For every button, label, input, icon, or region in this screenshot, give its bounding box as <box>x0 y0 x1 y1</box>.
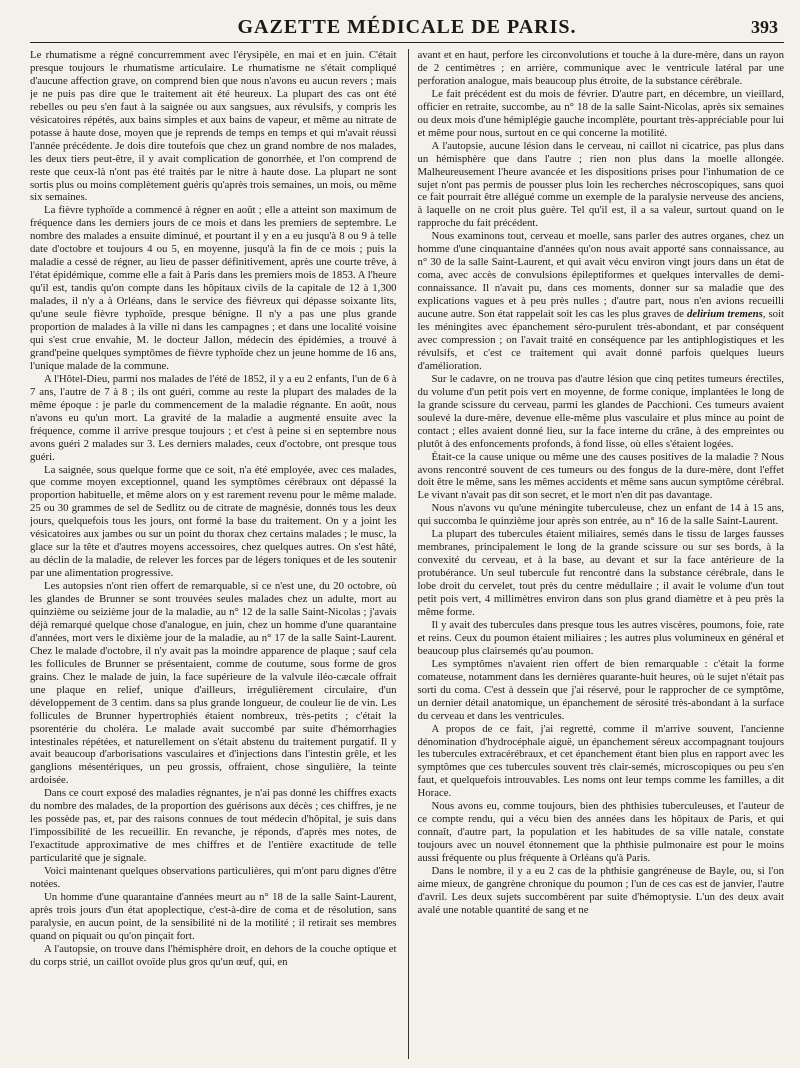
italic-term: delirium tremens <box>686 308 763 321</box>
paragraph: Le fait précédent est du mois de février. D'autre part, en décembre, un vieillard, officier en retraite, succombe, au n° 18 de la salle Saint-Nicolas, après six semaines ou deux mois d'une hémiplégie gauche incomplète, pourtant très-appréciable pour lui et même pour nous, surtout en ce qui concerne la motilité. <box>417 87 784 139</box>
paragraph: A l'Hôtel-Dieu, parmi nos malades de l'été de 1852, il y a eu 2 enfants, l'un de 6 à 7 ans, l'autre de 7 à 8 ; ils ont guéri, comme au reste la plupart des malades de la même époque : je parle du commencement de la maladie régnante. En août, nous n'avons eu qu'un mort. La gravité de la maladie a augmenté ensuite avec la fréquence, comme il arrive presque toujours ; et c'est à peine si en septembre nous avons guéri 2 malades sur 3. Les derniers malades, ceux d'octobre, ont presque tous guéri. <box>30 372 397 463</box>
paragraph: Nous avons eu, comme toujours, bien des phthisies tuberculeuses, et l'auteur de ce compte rendu, qui a vécu bien des années dans les hôpitaux de Paris, et qui connaît, d'autre part, la population et les habitudes de sa ville natale, constate toujours avec un nouvel étonnement que la phthisie pulmonaire est pour le moins aussi fréquente ou plus fréquente à Orléans qu'à Paris. <box>417 800 784 865</box>
paragraph: Sur le cadavre, on ne trouva pas d'autre lésion que cinq petites tumeurs érectiles, du volume d'un petit pois vert en moyenne, de forme conique, implantées le long de la grande scissure du cerveau, parmi les glandes de Pacchioni. Ces tumeurs avaient soulevé la dure-mère, devenue elle-même plus vasculaire et plus mince au point de contact ; elles avaient donné lieu, sur la face interne du crâne, à des empreintes ou plutôt à des enfoncements profonds, à fond lisse, où elles s'étaient logées. <box>417 372 784 450</box>
paragraph: Le rhumatisme a régné concurremment avec l'érysipèle, en mai et en juin. C'était presque toujours le rhumatisme articulaire. Le rhumatisme ne s'était compliqué d'aucune affection grave, on comprend bien que nous n'avons eu aucun revers ; mais je ne puis pas dire que le traitement ait été heureux. La plupart des cas ont été rebelles ou peu s'en faut à la saignée ou aux sangsues, aux révulsifs, y compris les vésicatoires répétés, aux bains simples et aux bains de vapeur, et même au nitrate de potasse à haute dose, moyen que je reprends de temps en temps et qui m'avait réussi l'année précédente. Je dois dire toutefois que chez un grand nombre de nos malades, les deux tiers peut-être, il y avait complication de gonorrhée, et l'on comprend de reste que ceux-là n'ont pas été traités par le nitre à haute dose. La plupart ne sont sortis plus ou moins complètement guéris qu'après trois semaines, un mois, ou même six semaines. <box>30 49 397 204</box>
page-number: 393 <box>751 17 778 37</box>
paragraph: avant et en haut, perfore les circonvolutions et touche à la dure-mère, dans un rayon de 2 centimètres ; en arrière, communique avec le ventricule latéral par une perforation analogue, mais beaucoup plus étroite, de la substance cérébrale. <box>417 49 784 87</box>
left-column <box>30 49 397 1059</box>
paragraph: La plupart des tubercules étaient miliaires, semés dans le tissu de larges fausses membranes, principalement le long de la grande scissure ou sur ses bords, à la convexité du cerveau, et à la base, au devant et sur la face antérieure de la protubérance. Un seul tubercule fut rencontré dans la substance cérébrale, dans le lobe droit du cervelet, tout près du centre médullaire ; il avait le volume d'un tout petit pois vert, 4 millimètres environ dans son plus grand diamètre et à peu près la même forme. <box>417 528 784 618</box>
two-column-body <box>30 49 784 1059</box>
journal-title: GAZETTE MÉDICALE DE PARIS. <box>237 16 577 38</box>
running-header <box>30 14 784 43</box>
column-rule <box>408 49 409 1059</box>
paragraph: Était-ce la cause unique ou même une des causes positives de la maladie ? Nous avons rencontré souvent de ces tumeurs ou des fongus de la dure-mère, dont l'effet doit être le même, sans les mêmes accidents et même sans aucun symptôme cérébral. Le vivant n'avait pas dit son secret, et le mort n'en dit pas davantage. <box>417 450 784 502</box>
paragraph: Nous examinons tout, cerveau et moelle, sans parler des autres organes, chez un homme d'une cinquantaine d'années qu'on nous avait apporté sans connaissance, au n° 30 de la salle Saint-Laurent, et qui avait vécu environ vingt jours dans un état de coma, avec accès de convulsions épileptiformes et quelques intervalles de demi-connaissance. Il n'avait pu, dans ces moments, donner sur sa maladie que des explications vagues et à peu près nulles ; d'autre part, nous n'en avions recueilli aucune autre. Son état rappelait soit les cas les plus graves de delirium tremens, soit les méningites avec épanchement séro-purulent très-abondant, et par conséquent avec compression ; on l'avait traité en conséquence par les antiphlogistiques et les révulsifs, et c'est ce traitement qui avait donné parfois quelques lueurs d'amélioration. <box>417 230 784 372</box>
paragraph: A l'autopsie, on trouve dans l'hémisphère droit, en dehors de la couche optique et du corps strié, un caillot ovoïde plus gros qu'un œuf, qui, en <box>30 942 397 968</box>
paragraph: La saignée, sous quelque forme que ce soit, n'a été employée, avec ces malades, que comme moyen exceptionnel, quand les symptômes cérébraux ont dépassé la proportion habituelle, et même alors on y est rarement revenu pour le même malade. 25 ou 30 grammes de sel de Sedlitz ou de citrate de magnésie, donnés tous les deux jours, quelquefois tous les jours, ont formé la base du traitement. On y a joint les vésicatoires aux jambes ou sur un point du thorax chez certains malades ; le musc, la glace sur la tête et d'autres moyens accessoires, chez quelques autres. On s'est hâté, au déclin de la maladie, de relever les forces par de légers toniques et de les soutenir par une alimentation progressive. <box>30 463 397 580</box>
paragraph: A l'autopsie, aucune lésion dans le cerveau, ni caillot ni cicatrice, pas plus dans un hémisphère que dans l'autre ; rien non plus dans la moelle allongée. Malheureusement l'heure avancée et les dispositions prises pour l'inhumation de ce sujet n'ont pas permis de pousser plus loin les recherches nécroscopiques, sans quoi ce fait pourrait être allégué comme un exemple de la paralysie nerveuse des anciens, à laquelle on ne croit plus guère. Tel qu'il est, il a sa valeur, surtout quand on le rapproche du fait précédent. <box>417 139 784 230</box>
paragraph: Voici maintenant quelques observations particulières, qui m'ont paru dignes d'être notées. <box>30 865 397 890</box>
paragraph: Les autopsies n'ont rien offert de remarquable, si ce n'est une, du 20 octobre, où les glandes de Brunner se sont trouvées seules malades chez un adulte, mort au quinzième ou seizième jour de la maladie, au n° 12 de la salle Saint-Nicolas ; j'avais déjà remarqué quelque chose d'analogue, en juin, chez un homme d'une quarantaine d'années, mort vers le dixième jour de la maladie, au n° 17 de la salle Saint-Laurent. Chez le malade d'octobre, il n'y avait pas la moindre apparence de plaque ; sauf cela les follicules de Brunner se présentaient, comme de coutume, sous forme de gros grains. Chez le malade de juin, la face supérieure de la valvule iléo-cæcale offrait une plaque en relief, unique d'ailleurs, irrégulièrement circulaire, d'un développement de 3 centim. dans sa plus grande longueur, de couleur lie de vin. Les follicules de Brunner hypertrophiés étaient nombreux, très-petits ; c'était la psorentérie du choléra. Le malade avait succombé par suite d'hémorrhagies intestinales répétées, et naturellement on s'était abstenu du traitement purgatif. Il y avait beaucoup d'arborisations vasculaires et d'injections dans l'intestin grêle, et les ganglions mésentériques, un peu grossis, offraient, chose singulière, la teinte ardoisée. <box>30 580 397 787</box>
paragraph: Les symptômes n'avaient rien offert de bien remarquable : c'était la forme comateuse, notamment dans les dernières quarante-huit heures, où le sujet n'était pas sorti du coma. C'est à dessein que j'ai réservé, pour le rapprocher de ce symptôme, un dernier détail anatomique, un épanchement de sérosité très-abondant à la surface du cerveau et dans les ventricules. <box>417 657 784 722</box>
paragraph: Dans ce court exposé des maladies régnantes, je n'ai pas donné les chiffres exacts du nombre des malades, de la proportion des guérisons aux décès ; ces chiffres, je ne les possède pas, et, par des raisons connues de tout médecin d'hôpital, je suis dans l'impossibilité de les recueillir. En revanche, je réponds, d'après mes notes, de l'exactitude approximative de mes chiffres et de l'entière exactitude de telle particularité que je signale. <box>30 787 397 865</box>
paragraph: La fièvre typhoïde a commencé à régner en août ; elle a atteint son maximum de fréquence dans les derniers jours de ce mois et dans les premiers de septembre. Le nombre des malades a ensuite diminué, et pourtant il y en a eu jusqu'à 8 ou 9 à telle date d'octobre et toujours 4 ou 5, en moyenne, jusqu'à la fin de ce mois ; puis la maladie a cessé de régner, au lieu de passer définitivement, après une courte trêve, à l'état épidémique, comme elle a fait à Paris dans les premiers mois de 1853. A l'heure qu'il est, tandis qu'on compte dans les hôpitaux civils de la capitale de 12 à 1,300 malades, il n'y a à Orléans, dans le service des fiévreux qui dépasse soixante lits, qu'une seule fièvre typhoïde, presque bénigne. Il n'y a pas une plus grande proportion de malades à la ville ni dans les campagnes ; et dans une localité voisine qui s'est crue envahie, M. le docteur Jallon, médecin des épidémies, a trouvé à grand'peine quelques symptômes de fièvre typhoïde chez un jeune homme de 16 ans, l'unique malade de la commune. <box>30 204 397 372</box>
paragraph: Il y avait des tubercules dans presque tous les autres viscères, poumons, foie, rate et reins. Ceux du poumon étaient miliaires ; les autres plus volumineux en général et beaucoup plus clairsemés qu'au poumon. <box>417 618 784 657</box>
paragraph: A propos de ce fait, j'ai regretté, comme il m'arrive souvent, l'ancienne dénomination d'hydrocéphale aiguë, un épanchement séreux accompagnant toujours les tubercules extracérébraux, et cet épanchement étant bien plus en rapport avec les symptômes que ces tubercules souvent très clair-semés, microscopiques ou peu s'en faut, et quelquefois introuvables. Les noms ont leur temps comme les familles, a dit Horace. <box>417 722 784 800</box>
right-column <box>418 49 785 1059</box>
paragraph: Dans le nombre, il y a eu 2 cas de la phthisie gangréneuse de Bayle, ou, si l'on aime mieux, de gangrène chronique du poumon ; l'un de ces cas est de janvier, l'autre d'avril. Les deux sujets succombèrent par suite d'hémoptysie. L'un des deux avait avalé une notable quantité de sang et ne <box>417 865 784 916</box>
paragraph: Nous n'avons vu qu'une méningite tuberculeuse, chez un enfant de 14 à 15 ans, qui succomba le quinzième jour après son entrée, au n° 16 de la salle Saint-Laurent. <box>417 502 784 528</box>
paragraph: Un homme d'une quarantaine d'années meurt au n° 18 de la salle Saint-Laurent, après trois jours d'un état apoplectique, c'est-à-dire de coma et de résolution, sans paralysie, en aucun point, de la sensibilité ni de la motilité ; il retirait ses membres quand on piquait ou qu'on pinçait fort. <box>30 890 397 942</box>
